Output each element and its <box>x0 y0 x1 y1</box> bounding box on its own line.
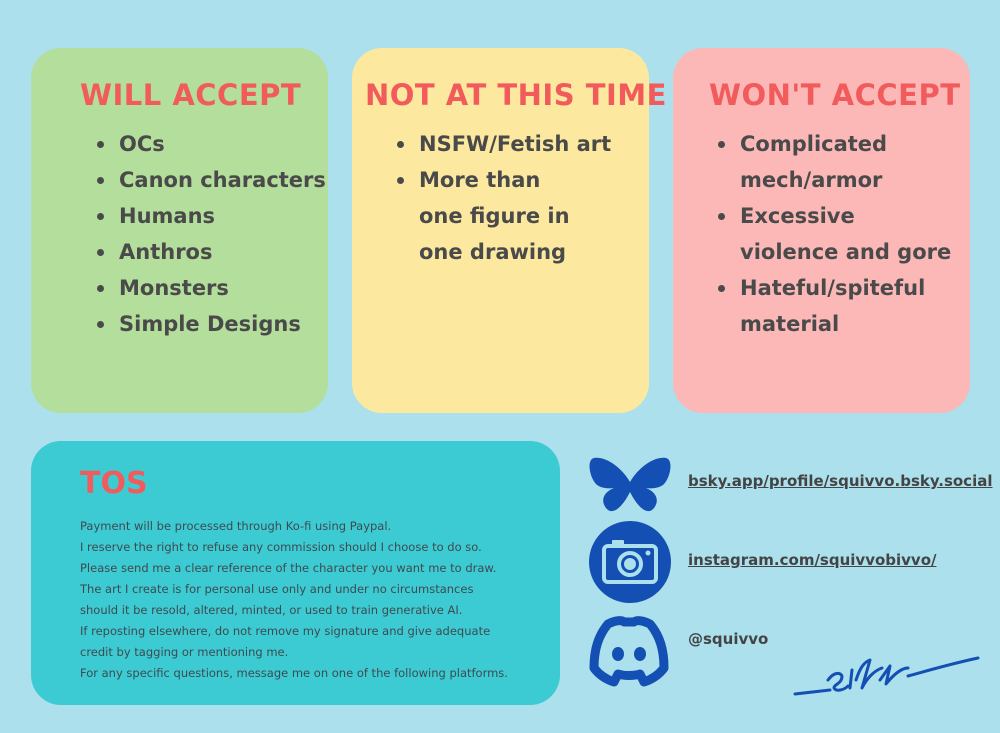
list-item: Hateful/spiteful material <box>740 270 930 342</box>
list-item: More than one figure in one drawing <box>419 162 589 270</box>
list-item: Simple Designs <box>119 306 326 342</box>
list-item: Complicated mech/armor <box>740 126 920 198</box>
tos-line: should it be resold, altered, minted, or used to train generative AI. <box>80 603 463 617</box>
discord-icon[interactable] <box>586 614 672 688</box>
instagram-link[interactable]: instagram.com/squivvobivvo/ <box>688 551 937 569</box>
camera-icon[interactable] <box>588 520 672 604</box>
not-at-this-time-title: NOT AT THIS TIME <box>365 78 667 112</box>
will-accept-card <box>31 48 328 413</box>
tos-card <box>31 441 560 705</box>
bluesky-link[interactable]: bsky.app/profile/squivvo.bsky.social <box>688 472 993 490</box>
tos-line: Payment will be processed through Ko-fi using Paypal. <box>80 519 392 533</box>
tos-line: For any specific questions, message me on one of the following platforms. <box>80 666 508 680</box>
list-item: Excessive violence and gore <box>740 198 955 270</box>
list-item: Canon characters <box>119 162 326 198</box>
wont-accept-card <box>673 48 970 413</box>
will-accept-list <box>97 126 326 342</box>
list-item: NSFW/Fetish art <box>419 126 619 162</box>
wont-accept-list <box>718 126 955 342</box>
tos-title: TOS <box>80 466 148 501</box>
tos-line: I reserve the right to refuse any commission should I choose to do so. <box>80 540 482 554</box>
signature <box>790 650 980 700</box>
butterfly-icon[interactable] <box>588 456 672 516</box>
tos-body <box>80 516 550 684</box>
list-item: Humans <box>119 198 326 234</box>
list-item: OCs <box>119 126 326 162</box>
wont-accept-title: WON'T ACCEPT <box>709 78 961 112</box>
will-accept-title: WILL ACCEPT <box>80 78 302 112</box>
tos-line: The art I create is for personal use only and under no circumstances <box>80 582 474 596</box>
tos-line: If reposting elsewhere, do not remove my signature and give adequate <box>80 624 491 638</box>
tos-line: credit by tagging or mentioning me. <box>80 645 289 659</box>
not-at-this-time-card <box>352 48 667 413</box>
list-item: Monsters <box>119 270 326 306</box>
tos-line: Please send me a clear reference of the character you want me to draw. <box>80 561 497 575</box>
list-item: Anthros <box>119 234 326 270</box>
discord-handle: @squivvo <box>688 630 769 648</box>
not-at-this-time-list <box>397 126 619 270</box>
